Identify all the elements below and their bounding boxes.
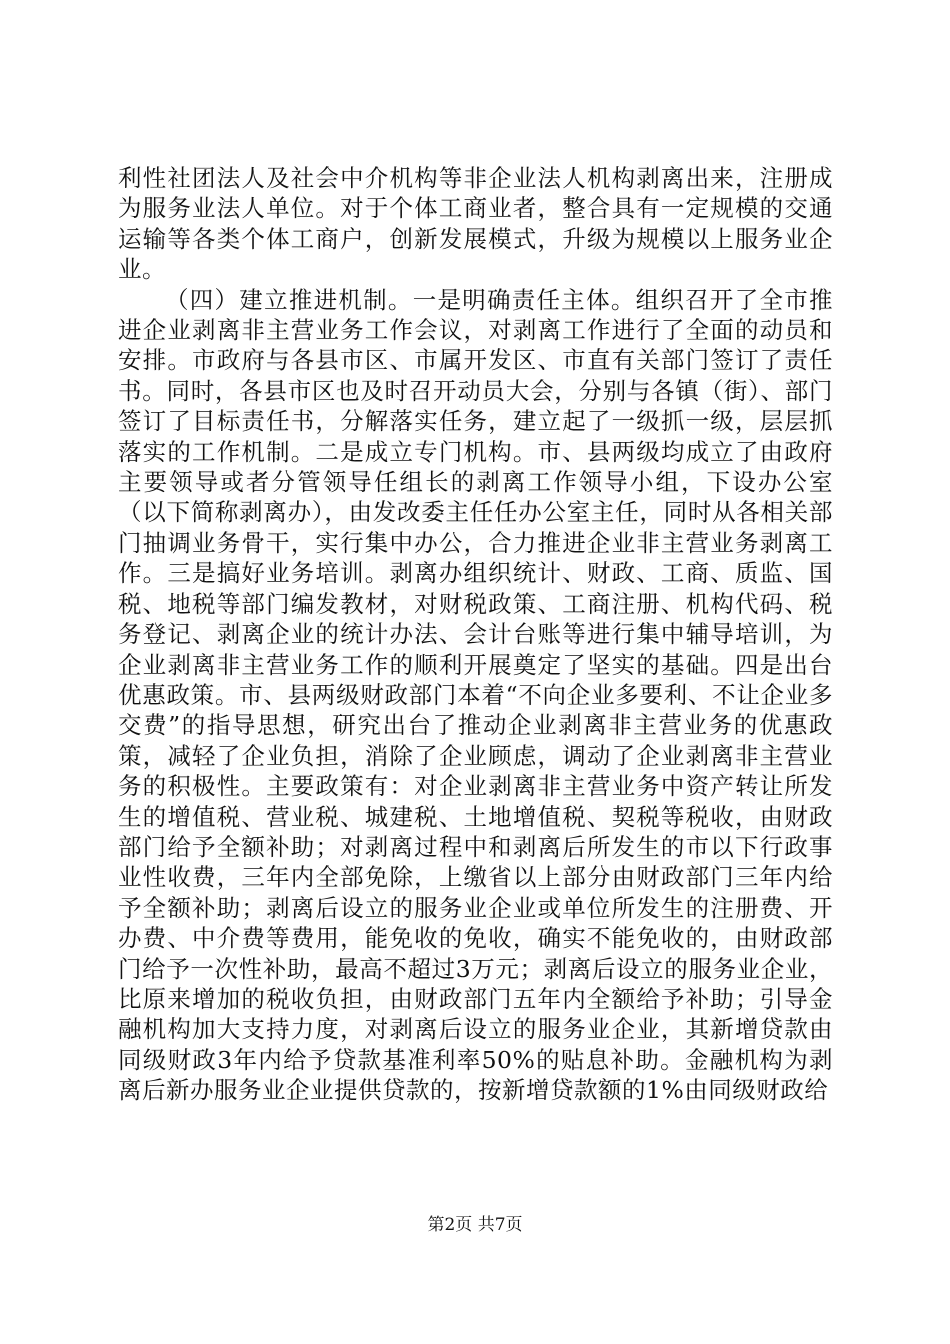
page-footer <box>0 1210 950 1235</box>
page-number-label: 第2页 共7页 <box>427 1215 523 1235</box>
paragraph-continuation: 利性社团法人及社会中介机构等非企业法人机构剥离出来，注册成为服务业法人单位。对于个体工商业者，整合具有一定规模的交通运输等各类个体工商户，创新发展模式，升级为规模以上服务业企业。 <box>118 164 833 284</box>
document-body <box>118 163 833 1106</box>
paragraph-section-four: （四）建立推进机制。一是明确责任主体。组织召开了全市推进企业剥离非主营业务工作会议，对剥离工作进行了全面的动员和安排。市政府与各县市区、市属开发区、市直有关部门签订了责任书。同时，各县市区也及时召开动员大会，分别与各镇（街）、部门签订了目标责任书，分解落实任务，建立起了一级抓一级，层层抓落实的工作机制。二是成立专门机构。市、县两级均成立了由政府主要领导或者分管领导任组长的剥离工作领导小组，下设办公室（以下简称剥离办），由发改委主任任办公室主任，同时从各相关部门抽调业务骨干，实行集中办公，合力推进企业非主营业务剥离工作。三是搞好业务培训。剥离办组织统计、财政、工商、质监、国税、地税等部门编发教材，对财税政策、工商注册、机构代码、税务登记、剥离企业的统计办法、会计台账等进行集中辅导培训，为企业剥离非主营业务工作的顺利开展奠定了坚实的基础。四是出台优惠政策。市、县两级财政部门本着“不向企业多要利、不让企业多交费”的指导思想，研究出台了推动企业剥离非主营业务的优惠政策，减轻了企业负担，消除了企业顾虑，调动了企业剥离非主营业务的积极性。主要政策有：对企业剥离非主营业务中资产转让所发生的增值税、营业税、城建税、土地增值税、契税等税收，由财政部门给予全额补助；对剥离过程中和剥离后所发生的市以下行政事业性收费，三年内全部免除，上缴省以上部分由财政部门三年内给予全额补助；剥离后设立的服务业企业或单位所发生的注册费、开办费、中介费等费用，能免收的免收，确实不能免收的，由财政部门给予一次性补助，最高不超过3万元；剥离后设立的服务业企业，比原来增加的税收负担，由财政部门五年内全额给予补助；引导金融机构加大支持力度，对剥离后设立的服务业企业，其新增贷款由同级财政3年内给予贷款基准利率50%的贴息补助。金融机构为剥离后新办服务业企业提供贷款的，按新增贷款额的1%由同级财政给 <box>118 285 833 1105</box>
